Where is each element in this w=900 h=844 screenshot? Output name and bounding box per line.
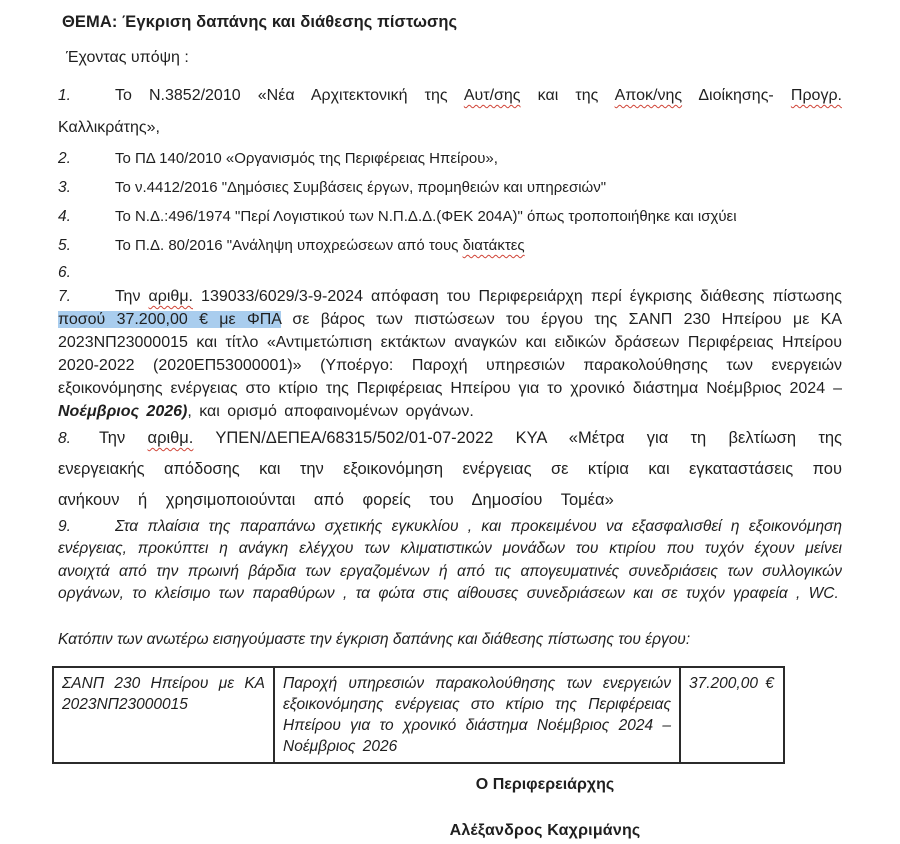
tab-spacer bbox=[71, 442, 99, 443]
list-item bbox=[58, 144, 842, 173]
table-row bbox=[53, 667, 784, 763]
text-segment: Νοέμβριος 2026) bbox=[58, 403, 188, 420]
considerations-list bbox=[58, 80, 842, 628]
project-description-cell: Παροχή υπηρεσιών παρακολούθησης των ενεργειών εξοικονόμησης ενέργειας στο κτίριο της Περιφέρειας Ηπείρου για το χρονικό διάστημα Νοέμβριος 2024 – Νοέμβριος 2026 bbox=[274, 667, 680, 763]
item-number: 8. bbox=[58, 430, 71, 447]
text-segment: Διοίκησης- bbox=[682, 87, 791, 104]
document-intro: Έχοντας υπόψη : bbox=[66, 49, 189, 66]
misspelled-word: αριθμ. bbox=[148, 288, 193, 305]
misspelled-word: αριθμ. bbox=[147, 429, 194, 447]
item-number: 2. bbox=[58, 150, 71, 167]
item-number: 9. bbox=[58, 518, 71, 535]
text-segment: Το Π.Δ. 80/2016 "Ανάληψη υποχρεώσεων από τους bbox=[114, 237, 463, 254]
text-segment: και της bbox=[520, 87, 615, 104]
tab-spacer bbox=[71, 162, 115, 163]
list-item bbox=[58, 80, 842, 144]
misspelled-word: Αποκ/νης bbox=[614, 87, 683, 104]
item-number: 3. bbox=[58, 179, 71, 196]
text-segment: Καλλικράτης», bbox=[58, 119, 160, 136]
text-segment: Το Ν.Δ.:496/1974 "Περί Λογιστικού των Ν.Π.Δ.Δ.(ΦΕΚ 204Α)" όπως τροποποιήθηκε και ισχύει bbox=[114, 208, 737, 225]
text-segment: Το ΠΔ 140/2010 «Οργανισμός της Περιφέρειας Ηπείρου», bbox=[114, 150, 498, 167]
list-item bbox=[58, 423, 842, 516]
item-number: 7. bbox=[58, 288, 71, 305]
expense-table bbox=[52, 666, 785, 764]
closing-statement: Κατόπιν των ανωτέρω εισηγούμαστε την έγκριση δαπάνης και διάθεσης πίστωσης του έργου: bbox=[58, 631, 691, 648]
item-number: 5. bbox=[58, 237, 71, 254]
misspelled-word: Προγρ. bbox=[790, 87, 842, 104]
misspelled-word: διατάκτες bbox=[462, 237, 525, 254]
signature-title: Ο Περιφερειάρχης bbox=[475, 776, 615, 793]
misspelled-word: Αυτ/σης bbox=[463, 87, 521, 104]
tab-spacer bbox=[71, 191, 115, 192]
list-item bbox=[58, 173, 842, 202]
tab-spacer bbox=[71, 300, 115, 301]
list-item bbox=[58, 231, 842, 260]
tab-spacer bbox=[71, 220, 115, 221]
text-segment: ΥΠΕΝ/ΔΕΠΕΑ/68315/502/01-07-2022 ΚΥΑ «Μέτρα για τη βελτίωση της ενεργειακής απόδοσης και την εξοικονόμηση ενέργειας σε κτίρια και εγκαταστάσεις που ανήκουν ή χρησιμοποιούνται από φορείς του Δημοσίου Τομέα» bbox=[58, 429, 842, 509]
list-item bbox=[58, 516, 842, 628]
list-item bbox=[58, 260, 842, 285]
list-item bbox=[58, 202, 842, 231]
tab-spacer bbox=[71, 530, 115, 531]
text-segment: 139033/6029/3-9-2024 απόφαση του Περιφερειάρχη περί έγκρισης διάθεσης πίστωσης bbox=[192, 288, 842, 305]
document-subject: ΘΕΜΑ: Έγκριση δαπάνης και διάθεσης πίστωσης bbox=[62, 13, 458, 31]
tab-spacer bbox=[71, 249, 115, 250]
text-segment: Το ν.4412/2016 "Δημόσιες Συμβάσεις έργων, προμηθειών και υπηρεσιών" bbox=[114, 179, 607, 196]
item-number: 1. bbox=[58, 87, 71, 104]
highlighted-text: ποσού 37.200,00 € με ΦΠΑ bbox=[58, 311, 282, 328]
tab-spacer bbox=[71, 99, 115, 100]
signature-block bbox=[420, 774, 670, 842]
text-segment: Στα πλαίσια της παραπάνω σχετικής εγκυκλίου , και προκειμένου να εξασφαλισθεί η εξοικονόμηση ενέργειας, προκύπτει η ανάγκη ελέγχου των κλιματιστικών μονάδων του κτιρίου που τυχόν έχουν μείνει ανοιχτά από την πρωινή βάρδια των εργαζομένων ή από τις απογευματινές συνεδριάσεις των συλλογικών οργάνων, το κλείσιμο των παραθύρων , τα φώτα στις αίθουσες συνεδριάσεων και σε τυχόν γραφεία , WC. bbox=[58, 518, 842, 603]
item-number: 4. bbox=[58, 208, 71, 225]
text-segment: Την bbox=[98, 429, 148, 447]
text-segment: Την bbox=[114, 288, 149, 305]
text-segment: Το Ν.3852/2010 «Νέα Αρχιτεκτονική της bbox=[114, 87, 464, 104]
amount-cell: 37.200,00 € bbox=[680, 667, 784, 763]
text-segment: σε βάρος των πιστώσεων του έργου της ΣΑΝΠ 230 Ηπείρου με ΚΑ 2023ΝΠ23000015 και τίτλο «Αντιμετώπιση εκτάκτων αναγκών και ειδικών δράσεων Περιφέρειας Ηπείρου 2020-2022 (2020ΕΠ53000001)» (Υποέργο: Παροχή υπηρεσιών παρακολούθησης των ενεργειών εξοικονόμησης ενέργειας στο κτίριο της Περιφέρειας Ηπείρου για το χρονικό διάστημα Νοέμβριος 2024 – bbox=[58, 311, 842, 397]
signature-name: Αλέξανδρος Καχριμάνης bbox=[449, 822, 641, 839]
project-code-cell: ΣΑΝΠ 230 Ηπείρου με ΚΑ 2023ΝΠ23000015 bbox=[53, 667, 274, 763]
tab-spacer bbox=[71, 276, 115, 277]
text-segment: , και ορισμό αποφαινομένων οργάνων. bbox=[187, 403, 474, 420]
item-number: 6. bbox=[58, 264, 71, 281]
list-item bbox=[58, 285, 842, 423]
